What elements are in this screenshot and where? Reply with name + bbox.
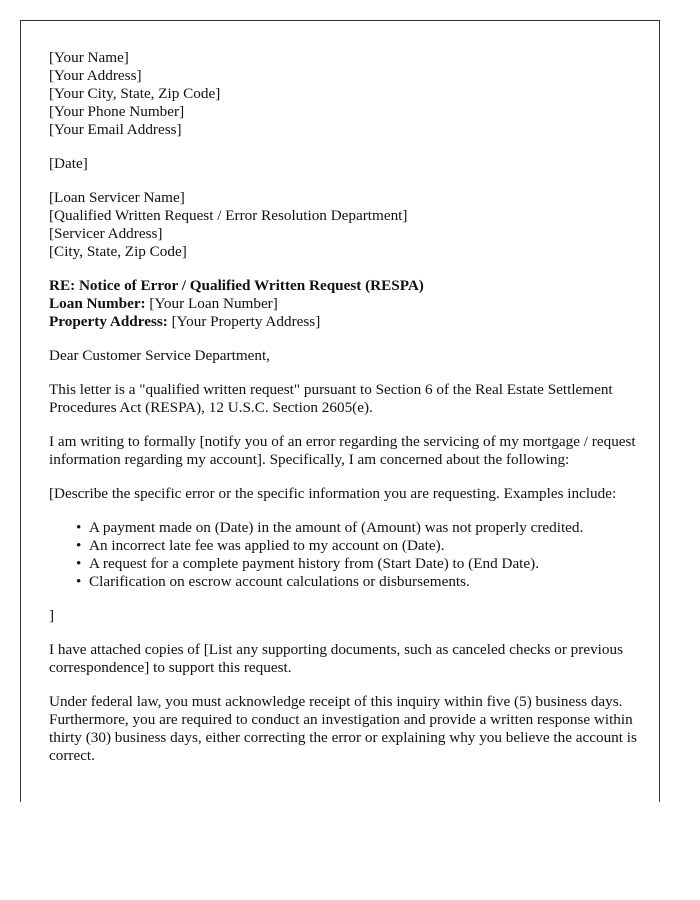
loan-number-line (49, 295, 639, 313)
sender-city-state-zip: [Your City, State, Zip Code] (49, 85, 221, 102)
recipient-address: [Servicer Address] (49, 225, 163, 242)
closing-bracket: ] (49, 607, 55, 624)
property-address-line (49, 313, 639, 331)
example-item (76, 537, 639, 555)
example-item (76, 555, 639, 573)
bullet-icon: • (76, 537, 82, 554)
loan-number-value: [Your Loan Number] (145, 295, 278, 312)
recipient-city-state-zip: [City, State, Zip Code] (49, 243, 187, 260)
examples-list (49, 519, 639, 591)
loan-number-label: Loan Number: (49, 295, 146, 312)
example-text: A payment made on (Date) in the amount of (Amount) was not properly credited. (89, 519, 584, 536)
describe-section (49, 485, 639, 625)
example-text: A request for a complete payment history from (Start Date) to (End Date). (89, 555, 539, 572)
recipient-department: [Qualified Written Request / Error Resolution Department] (49, 207, 408, 224)
sender-name: [Your Name] (49, 49, 129, 66)
subject-block (49, 277, 639, 331)
sender-address: [Your Address] (49, 67, 142, 84)
bullet-icon: • (76, 555, 82, 572)
attachments-paragraph: I have attached copies of [List any supporting documents, such as canceled checks or previous correspondence] to support this request. (49, 641, 623, 676)
bullet-icon: • (76, 573, 82, 590)
sender-email: [Your Email Address] (49, 121, 182, 138)
document-page (20, 20, 660, 802)
purpose-paragraph: I am writing to formally [notify you of an error regarding the servicing of my mortgage / request information regarding my account]. Specifically, I am concerned about the following: (49, 433, 636, 468)
legal-notice-paragraph: Under federal law, you must acknowledge receipt of this inquiry within five (5) business days. Furthermore, you are required to conduct an investigation and provide a written response within thirty (30) business days, either correcting the error or explaining why you believe the account is correct. (49, 693, 637, 764)
salutation: Dear Customer Service Department, (49, 347, 270, 364)
letter-body (49, 49, 639, 781)
example-text: Clarification on escrow account calculations or disbursements. (89, 573, 470, 590)
date-block (49, 155, 639, 173)
describe-paragraph: [Describe the specific error or the specific information you are requesting. Examples include: (49, 485, 617, 502)
property-address-value: [Your Property Address] (167, 313, 321, 330)
example-item (76, 573, 639, 591)
property-address-label: Property Address: (49, 313, 168, 330)
sender-phone: [Your Phone Number] (49, 103, 185, 120)
example-text: An incorrect late fee was applied to my account on (Date). (89, 537, 445, 554)
example-item (76, 519, 639, 537)
bullet-icon: • (76, 519, 82, 536)
re-line (49, 277, 639, 295)
letter-date: [Date] (49, 155, 88, 172)
recipient-block (49, 189, 639, 261)
re-line-text: RE: Notice of Error / Qualified Written Request (RESPA) (49, 277, 424, 294)
sender-block (49, 49, 639, 139)
recipient-name: [Loan Servicer Name] (49, 189, 185, 206)
intro-paragraph: This letter is a "qualified written request" pursuant to Section 6 of the Real Estate Settlement Procedures Act (RESPA), 12 U.S.C. Section 2605(e). (49, 381, 613, 416)
